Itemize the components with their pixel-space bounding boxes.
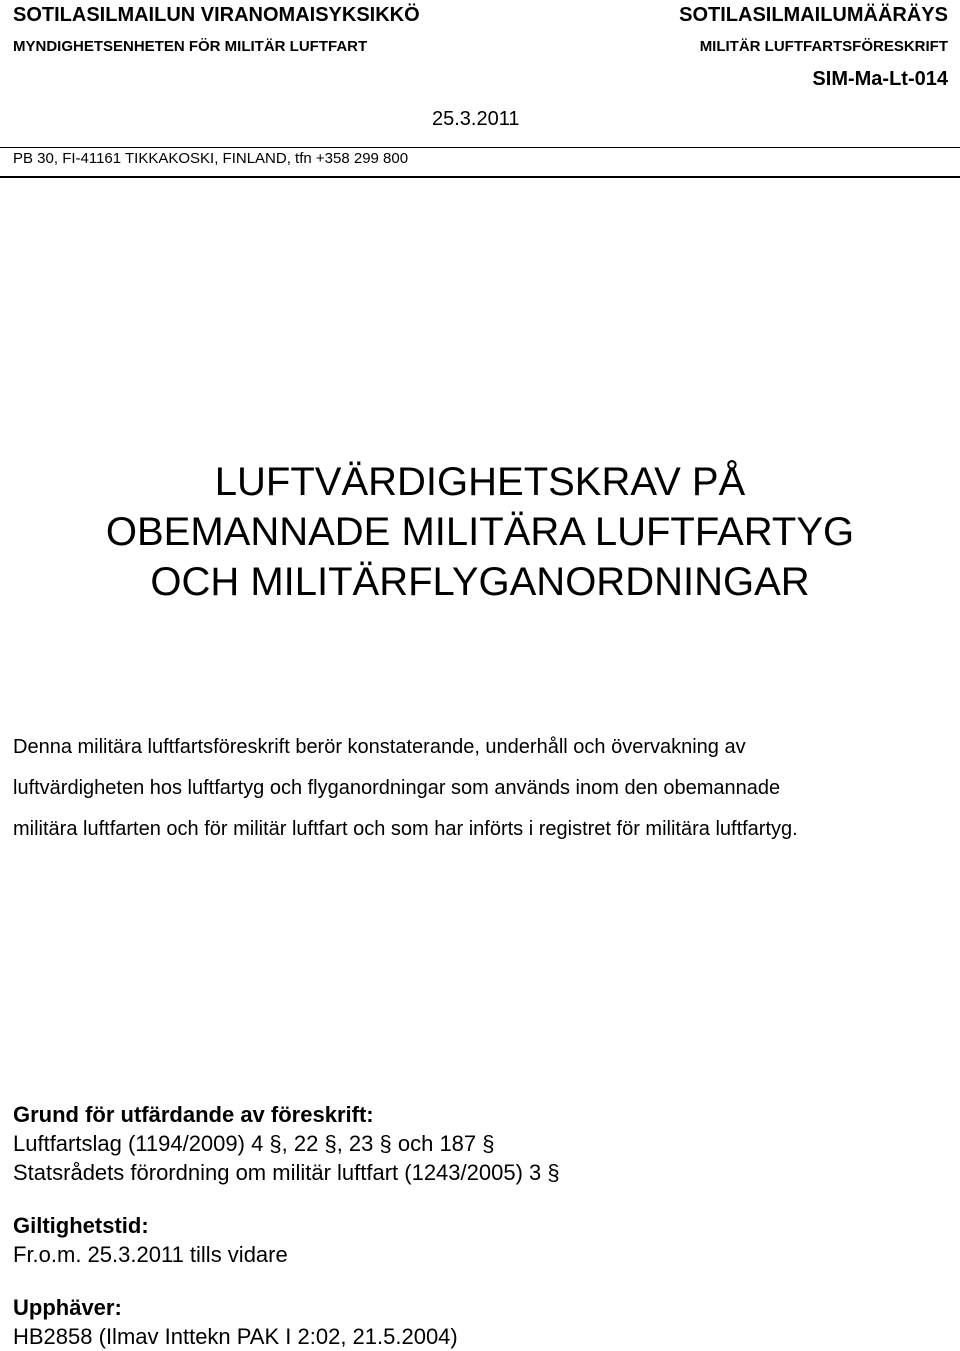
title-line: OCH MILITÄRFLYGANORDNINGAR bbox=[150, 560, 810, 604]
document-type-finnish: SOTILASILMAILUMÄÄRÄYS bbox=[679, 4, 948, 26]
abstract-line: Denna militära luftfartsföreskrift berör konstaterande, underhåll och övervakning av bbox=[13, 736, 746, 758]
repeals-heading: Upphäver: bbox=[13, 1295, 122, 1320]
document-type-swedish: MILITÄR LUFTFARTSFÖRESKRIFT bbox=[699, 38, 948, 55]
header-divider-thin bbox=[0, 147, 960, 148]
title-line: OBEMANNADE MILITÄRA LUFTFARTYG bbox=[105, 510, 855, 554]
basis-line: Statsrådets förordning om militär luftfart (1243/2005) 3 § bbox=[13, 1160, 560, 1185]
title-line: LUFTVÄRDIGHETSKRAV PÅ bbox=[214, 460, 746, 504]
validity-heading: Giltighetstid: bbox=[13, 1213, 149, 1238]
document-date: 25.3.2011 bbox=[432, 108, 520, 130]
authority-name-finnish: SOTILASILMAILUN VIRANOMAISYKSIKKÖ bbox=[13, 4, 420, 26]
basis-line: Luftfartslag (1194/2009) 4 §, 22 §, 23 § och 187 § bbox=[13, 1131, 495, 1156]
regulation-metadata bbox=[13, 1100, 948, 1351]
header-divider-thick bbox=[0, 176, 960, 178]
abstract-line: luftvärdigheten hos luftfartyg och flyganordningar som används inom den obemannade bbox=[13, 777, 781, 799]
section-spacer bbox=[13, 1187, 948, 1211]
authority-name-swedish: MYNDIGHETSENHETEN FÖR MILITÄR LUFTFART bbox=[13, 38, 368, 55]
section-spacer bbox=[13, 1269, 948, 1293]
document-title bbox=[0, 457, 960, 607]
document-code: SIM-Ma-Lt-014 bbox=[812, 68, 948, 90]
repeals-value: HB2858 (Ilmav Inttekn PAK I 2:02, 21.5.2004) bbox=[13, 1324, 458, 1349]
abstract-line: militära luftfarten och för militär luftfart och som har införts i registret för militära luftfartyg. bbox=[13, 818, 798, 840]
postal-address: PB 30, FI-41161 TIKKAKOSKI, FINLAND, tfn +358 299 800 bbox=[13, 150, 409, 167]
validity-value: Fr.o.m. 25.3.2011 tills vidare bbox=[13, 1242, 288, 1267]
basis-heading: Grund för utfärdande av föreskrift: bbox=[13, 1102, 374, 1127]
abstract-paragraph bbox=[13, 727, 948, 850]
